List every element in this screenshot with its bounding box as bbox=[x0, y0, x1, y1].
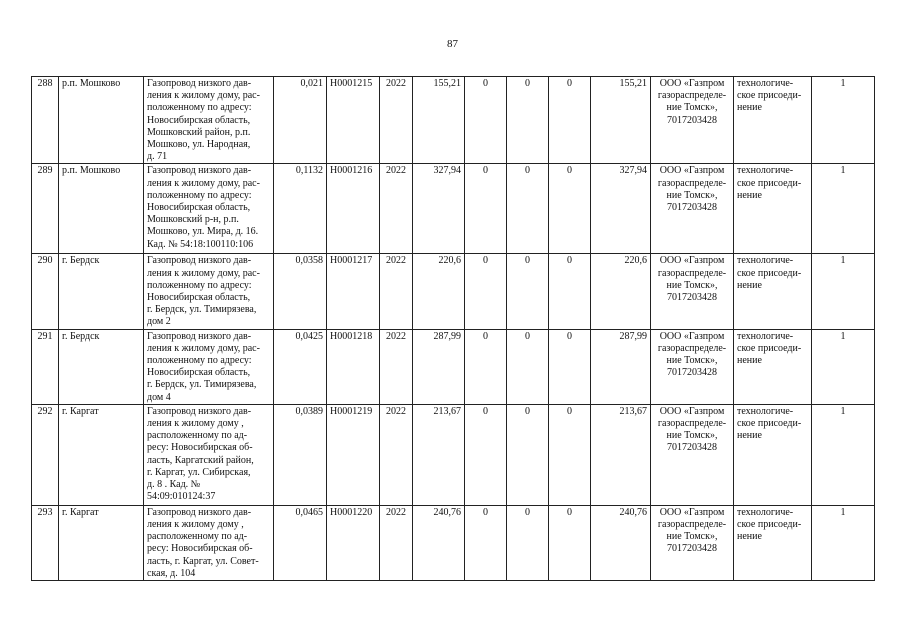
count-cell: 1 bbox=[812, 77, 875, 164]
description-line: д. 8 . Кад. № bbox=[147, 479, 201, 491]
description-line: положенному по адресу: bbox=[147, 279, 252, 291]
zero-value-cell: 0 bbox=[549, 505, 591, 580]
basis-line: ское присоеди- bbox=[737, 177, 802, 189]
description-line: ласть, Каргатский район, bbox=[147, 454, 254, 466]
residual-cost-cell: 240,76 bbox=[591, 505, 651, 580]
basis-line: нение bbox=[737, 355, 762, 367]
organization-line: 7017203428 bbox=[667, 543, 717, 555]
basis-line: ское присоеди- bbox=[737, 519, 802, 531]
organization-line: 7017203428 bbox=[667, 202, 717, 214]
organization-line: ООО «Газпром bbox=[659, 330, 725, 342]
zero-value-cell: 0 bbox=[465, 254, 507, 329]
location-cell: р.п. Мошково bbox=[59, 164, 144, 254]
description-cell bbox=[144, 254, 274, 329]
basis-line: технологиче- bbox=[737, 506, 794, 518]
zero-value-cell: 0 bbox=[507, 404, 549, 505]
cost-cell: 213,67 bbox=[413, 404, 465, 505]
description-cell bbox=[144, 77, 274, 164]
description-line: положенному по адресу: bbox=[147, 189, 252, 201]
organization-cell bbox=[651, 77, 734, 164]
basis-line: технологиче- bbox=[737, 330, 794, 342]
year-cell: 2022 bbox=[380, 404, 413, 505]
zero-value-cell: 0 bbox=[465, 77, 507, 164]
inventory-code-cell: Н0001217 bbox=[327, 254, 380, 329]
cost-cell: 287,99 bbox=[413, 329, 465, 404]
description-line: ления к жилому дому, рас- bbox=[147, 267, 260, 279]
row-number: 288 bbox=[32, 77, 59, 164]
basis-line: нение bbox=[737, 279, 762, 291]
zero-value-cell: 0 bbox=[549, 329, 591, 404]
location-cell: г. Каргат bbox=[59, 404, 144, 505]
zero-value-cell: 0 bbox=[465, 164, 507, 254]
year-cell: 2022 bbox=[380, 505, 413, 580]
description-line: дом 2 bbox=[147, 316, 171, 328]
organization-line: газораспределе- bbox=[657, 90, 727, 102]
description-cell bbox=[144, 329, 274, 404]
table-row bbox=[32, 77, 875, 164]
zero-value-cell: 0 bbox=[507, 254, 549, 329]
description-line: положенному по адресу: bbox=[147, 355, 252, 367]
description-line: ления к жилому дому , bbox=[147, 519, 244, 531]
organization-line: ние Томск», bbox=[666, 430, 718, 442]
description-line: Кад. № 54:18:100110:106 bbox=[147, 238, 254, 250]
count-cell: 1 bbox=[812, 505, 875, 580]
organization-cell bbox=[651, 404, 734, 505]
basis-line: нение bbox=[737, 102, 762, 114]
organization-line: 7017203428 bbox=[667, 442, 717, 454]
description-cell bbox=[144, 164, 274, 254]
organization-line: ООО «Газпром bbox=[659, 506, 725, 518]
row-number: 289 bbox=[32, 164, 59, 254]
table-row bbox=[32, 254, 875, 329]
description-line: Мошковский р-н, р.п. bbox=[147, 214, 239, 226]
organization-line: 7017203428 bbox=[667, 367, 717, 379]
table-row bbox=[32, 329, 875, 404]
length-cell: 0,021 bbox=[274, 77, 327, 164]
basis-line: нение bbox=[737, 531, 762, 543]
length-cell: 0,1132 bbox=[274, 164, 327, 254]
row-number: 290 bbox=[32, 254, 59, 329]
description-line: ления к жилому дому, рас- bbox=[147, 90, 260, 102]
description-line: Газопровод низкого дав- bbox=[147, 78, 252, 89]
basis-line: ское присоеди- bbox=[737, 267, 802, 279]
description-line: Газопровод низкого дав- bbox=[147, 405, 252, 417]
cost-cell: 155,21 bbox=[413, 77, 465, 164]
basis-line: нение bbox=[737, 189, 762, 201]
description-line: расположенному по ад- bbox=[147, 430, 248, 442]
organization-line: ООО «Газпром bbox=[659, 78, 725, 89]
page-number: 87 bbox=[447, 38, 458, 50]
location-cell: г. Каргат bbox=[59, 505, 144, 580]
description-line: г. Каргат, ул. Сибирская, bbox=[147, 466, 251, 478]
basis-cell bbox=[734, 164, 812, 254]
length-cell: 0,0425 bbox=[274, 329, 327, 404]
cost-cell: 220,6 bbox=[413, 254, 465, 329]
inventory-code-cell: Н0001215 bbox=[327, 77, 380, 164]
basis-cell bbox=[734, 254, 812, 329]
basis-line: технологиче- bbox=[737, 405, 794, 417]
organization-line: ООО «Газпром bbox=[659, 405, 725, 417]
residual-cost-cell: 213,67 bbox=[591, 404, 651, 505]
residual-cost-cell: 155,21 bbox=[591, 77, 651, 164]
organization-cell bbox=[651, 164, 734, 254]
description-line: 54:09:010124:37 bbox=[147, 491, 216, 503]
description-line: Новосибирская область, bbox=[147, 202, 251, 214]
description-line: расположенному по ад- bbox=[147, 531, 248, 543]
description-line: ления к жилому дому , bbox=[147, 418, 244, 430]
registry-body bbox=[32, 77, 875, 581]
table-row bbox=[32, 164, 875, 254]
organization-line: 7017203428 bbox=[667, 114, 717, 126]
row-number: 293 bbox=[32, 505, 59, 580]
basis-line: технологиче- bbox=[737, 165, 794, 177]
description-line: Новосибирская область, bbox=[147, 292, 251, 304]
basis-cell bbox=[734, 404, 812, 505]
description-line: ления к жилому дому, рас- bbox=[147, 177, 260, 189]
description-line: д. 71 bbox=[147, 151, 168, 163]
length-cell: 0,0358 bbox=[274, 254, 327, 329]
basis-line: ское присоеди- bbox=[737, 342, 802, 354]
basis-line: нение bbox=[737, 430, 762, 442]
year-cell: 2022 bbox=[380, 329, 413, 404]
organization-line: ООО «Газпром bbox=[659, 255, 725, 267]
basis-cell bbox=[734, 329, 812, 404]
organization-line: ООО «Газпром bbox=[659, 165, 725, 177]
description-line: Мошково, ул. Мира, д. 16. bbox=[147, 226, 259, 238]
description-line: ления к жилому дому, рас- bbox=[147, 342, 260, 354]
organization-line: газораспределе- bbox=[657, 267, 727, 279]
description-line: г. Бердск, ул. Тимирязева, bbox=[147, 379, 257, 391]
zero-value-cell: 0 bbox=[465, 505, 507, 580]
description-line: ская, д. 104 bbox=[147, 567, 196, 579]
organization-line: газораспределе- bbox=[657, 342, 727, 354]
description-line: Новосибирская область, bbox=[147, 367, 251, 379]
basis-line: ское присоеди- bbox=[737, 418, 802, 430]
organization-line: газораспределе- bbox=[657, 418, 727, 430]
organization-line: газораспределе- bbox=[657, 177, 727, 189]
organization-cell bbox=[651, 329, 734, 404]
description-line: ресу: Новосибирская об- bbox=[147, 442, 253, 454]
count-cell: 1 bbox=[812, 404, 875, 505]
description-line: дом 4 bbox=[147, 391, 171, 403]
zero-value-cell: 0 bbox=[549, 254, 591, 329]
zero-value-cell: 0 bbox=[507, 164, 549, 254]
description-cell bbox=[144, 505, 274, 580]
count-cell: 1 bbox=[812, 254, 875, 329]
year-cell: 2022 bbox=[380, 77, 413, 164]
length-cell: 0,0465 bbox=[274, 505, 327, 580]
residual-cost-cell: 220,6 bbox=[591, 254, 651, 329]
description-line: Газопровод низкого дав- bbox=[147, 506, 252, 518]
zero-value-cell: 0 bbox=[507, 505, 549, 580]
cost-cell: 327,94 bbox=[413, 164, 465, 254]
organization-line: ние Томск», bbox=[666, 102, 718, 114]
table-row bbox=[32, 505, 875, 580]
description-line: Газопровод низкого дав- bbox=[147, 330, 252, 342]
basis-line: технологиче- bbox=[737, 255, 794, 267]
location-cell: р.п. Мошково bbox=[59, 77, 144, 164]
row-number: 292 bbox=[32, 404, 59, 505]
row-number: 291 bbox=[32, 329, 59, 404]
organization-line: 7017203428 bbox=[667, 292, 717, 304]
zero-value-cell: 0 bbox=[549, 77, 591, 164]
basis-cell bbox=[734, 77, 812, 164]
organization-line: ние Томск», bbox=[666, 531, 718, 543]
table-row bbox=[32, 404, 875, 505]
inventory-code-cell: Н0001219 bbox=[327, 404, 380, 505]
residual-cost-cell: 287,99 bbox=[591, 329, 651, 404]
organization-line: газораспределе- bbox=[657, 519, 727, 531]
cost-cell: 240,76 bbox=[413, 505, 465, 580]
zero-value-cell: 0 bbox=[549, 164, 591, 254]
description-line: Газопровод низкого дав- bbox=[147, 165, 252, 177]
count-cell: 1 bbox=[812, 329, 875, 404]
zero-value-cell: 0 bbox=[465, 329, 507, 404]
count-cell: 1 bbox=[812, 164, 875, 254]
description-line: ласть, г. Каргат, ул. Совет- bbox=[147, 555, 259, 567]
description-line: г. Бердск, ул. Тимирязева, bbox=[147, 304, 257, 316]
description-line: Новосибирская область, bbox=[147, 114, 251, 126]
description-line: Мошково, ул. Народная, bbox=[147, 139, 251, 151]
year-cell: 2022 bbox=[380, 254, 413, 329]
basis-line: технологиче- bbox=[737, 78, 794, 89]
description-line: ресу: Новосибирская об- bbox=[147, 543, 253, 555]
description-cell bbox=[144, 404, 274, 505]
organization-line: ние Томск», bbox=[666, 355, 718, 367]
organization-line: ние Томск», bbox=[666, 279, 718, 291]
zero-value-cell: 0 bbox=[549, 404, 591, 505]
registry-table bbox=[31, 76, 875, 581]
inventory-code-cell: Н0001218 bbox=[327, 329, 380, 404]
basis-cell bbox=[734, 505, 812, 580]
year-cell: 2022 bbox=[380, 164, 413, 254]
inventory-code-cell: Н0001220 bbox=[327, 505, 380, 580]
residual-cost-cell: 327,94 bbox=[591, 164, 651, 254]
zero-value-cell: 0 bbox=[507, 329, 549, 404]
organization-cell bbox=[651, 505, 734, 580]
location-cell: г. Бердск bbox=[59, 329, 144, 404]
basis-line: ское присоеди- bbox=[737, 90, 802, 102]
location-cell: г. Бердск bbox=[59, 254, 144, 329]
description-line: положенному по адресу: bbox=[147, 102, 252, 114]
description-line: Газопровод низкого дав- bbox=[147, 255, 252, 267]
organization-line: ние Томск», bbox=[666, 189, 718, 201]
inventory-code-cell: Н0001216 bbox=[327, 164, 380, 254]
zero-value-cell: 0 bbox=[465, 404, 507, 505]
description-line: Мошковский район, р.п. bbox=[147, 126, 251, 138]
organization-cell bbox=[651, 254, 734, 329]
length-cell: 0,0389 bbox=[274, 404, 327, 505]
zero-value-cell: 0 bbox=[507, 77, 549, 164]
